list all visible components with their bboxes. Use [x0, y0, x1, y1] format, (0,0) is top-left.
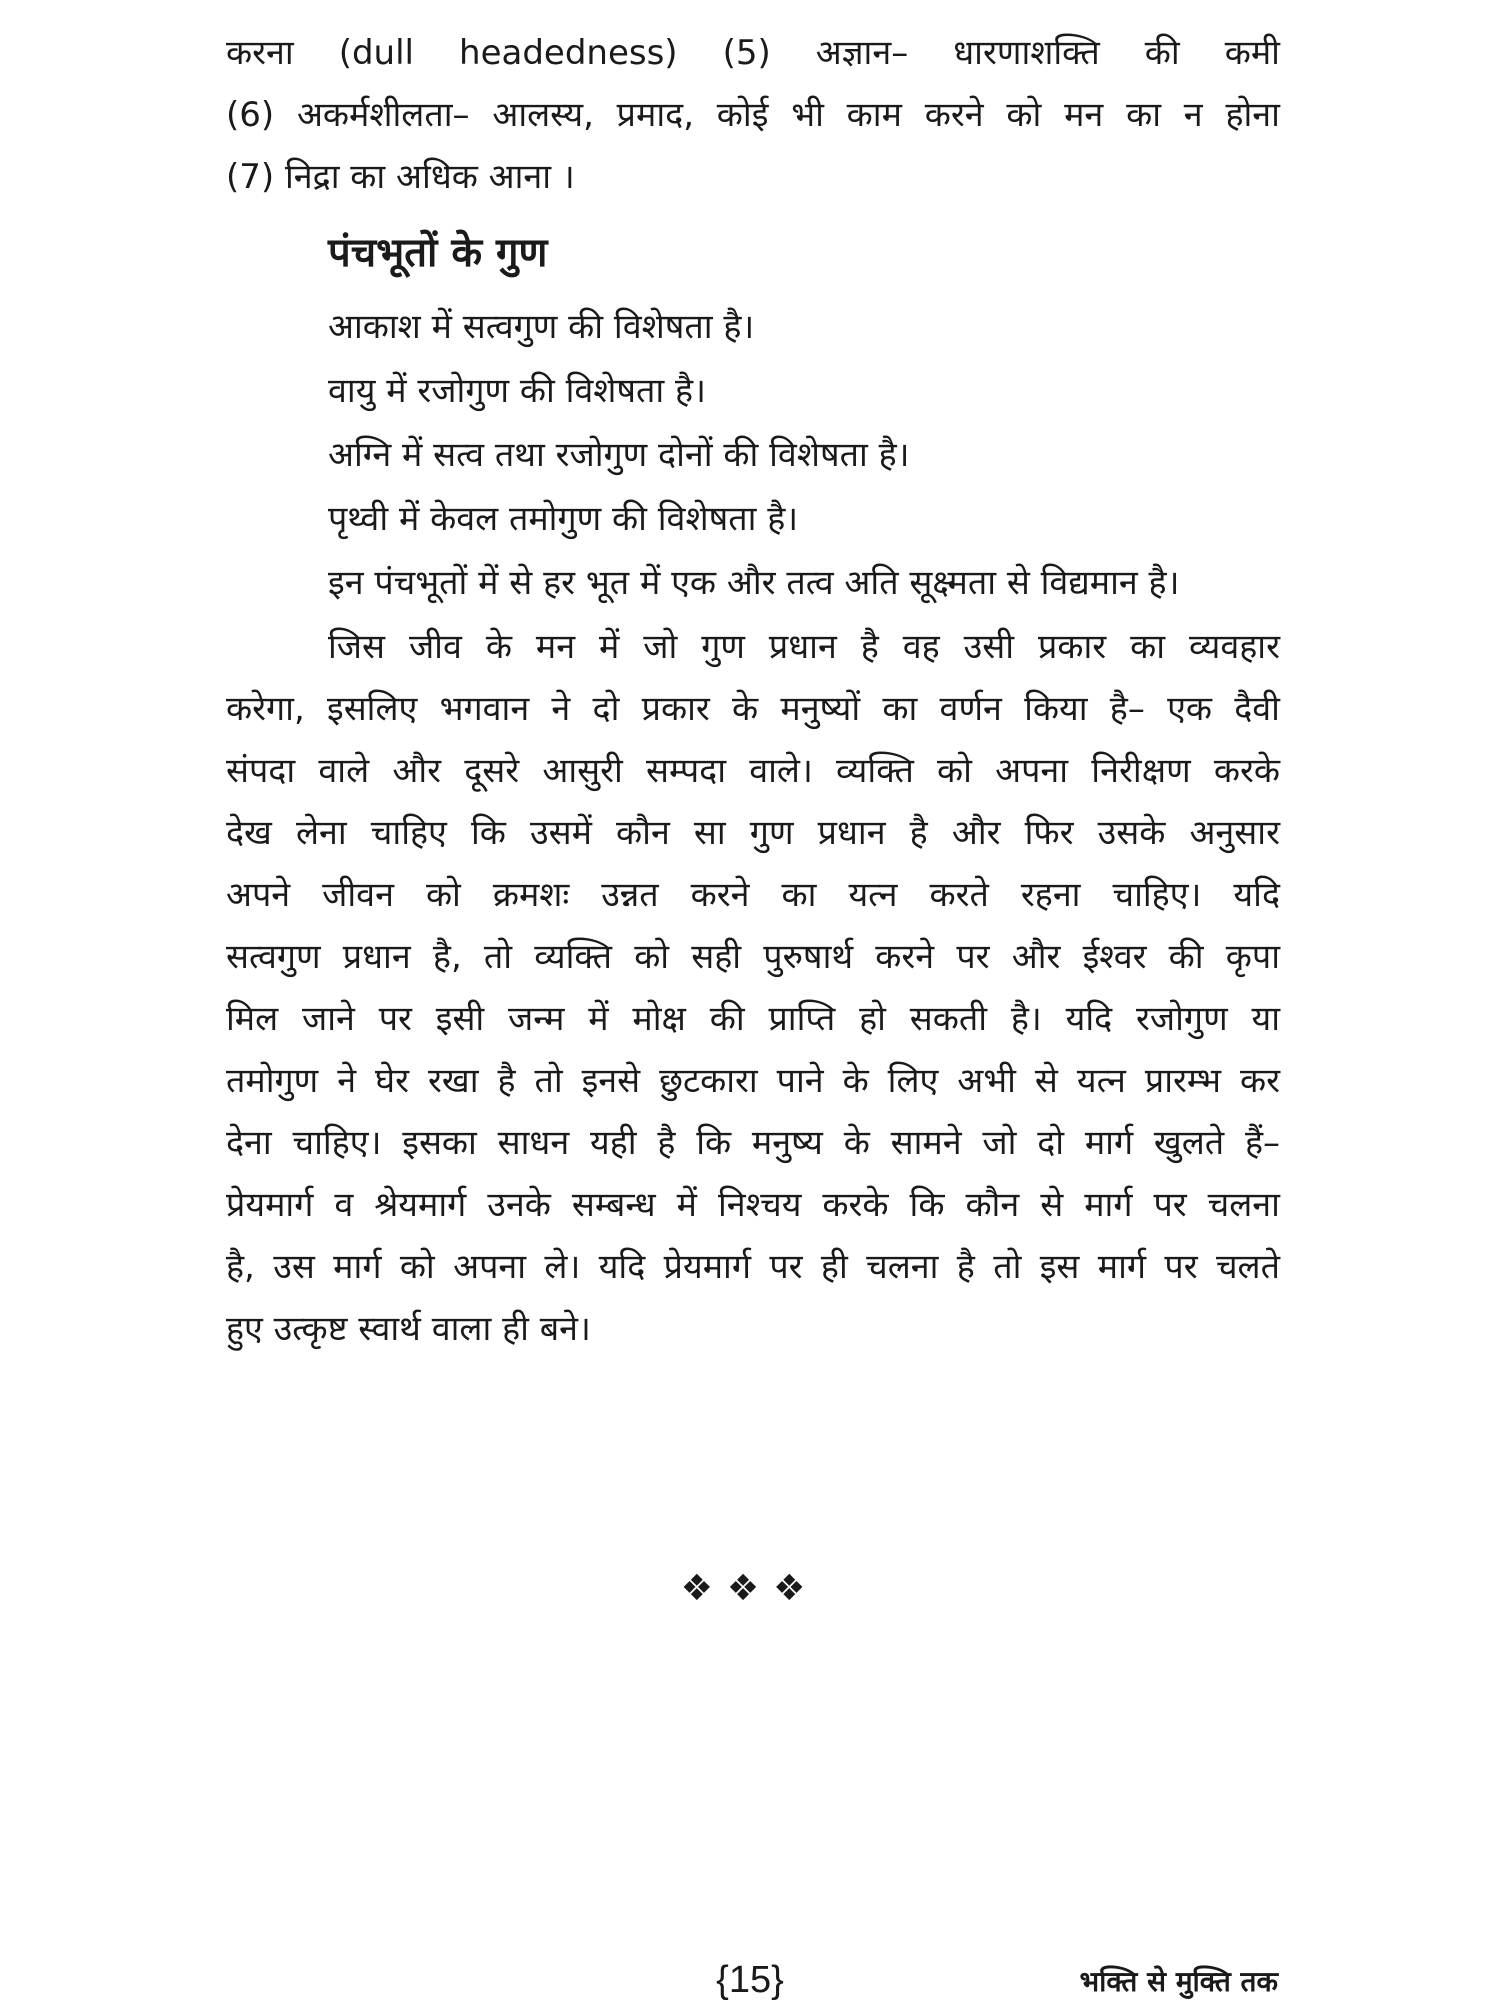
- intro-line: (7) निद्रा का अधिक आना ।: [226, 157, 575, 197]
- paragraph-line: देना चाहिए। इसका साधन यही है कि मनुष्य के सामने जो दो मार्ग खुलते हैं–: [226, 1123, 1280, 1163]
- statement-line: वायु में रजोगुण की विशेषता है।: [328, 371, 706, 411]
- statement-line: इन पंचभूतों में से हर भूत में एक और तत्व अति सूक्ष्मता से विद्यमान है।: [328, 563, 1180, 603]
- paragraph-line: हुए उत्कृष्ट स्वार्थ वाला ही बने।: [226, 1309, 591, 1349]
- page-number: {15}: [716, 1959, 784, 2001]
- statement-line: पृथ्वी में केवल तमोगुण की विशेषता है।: [328, 499, 799, 539]
- book-title: भक्ति से मुक्ति तक: [1079, 1965, 1278, 1998]
- intro-line: करना (dull headedness) (5) अज्ञान– धारणाशक्ति की कमी: [226, 33, 1280, 73]
- statement-line: अग्नि में सत्व तथा रजोगुण दोनों की विशेषता है।: [328, 435, 910, 475]
- paragraph-line: तमोगुण ने घेर रखा है तो इनसे छुटकारा पाने के लिए अभी से यत्न प्रारम्भ कर: [226, 1061, 1280, 1101]
- paragraph-line: है, उस मार्ग को अपना ले। यदि प्रेयमार्ग पर ही चलना है तो इस मार्ग पर चलते: [226, 1247, 1280, 1287]
- section-divider-ornament: ❖❖❖: [680, 1568, 820, 1609]
- paragraph-line: जिस जीव के मन में जो गुण प्रधान है वह उसी प्रकार का व्यवहार: [328, 627, 1280, 667]
- section-heading: पंचभूतों के गुण: [328, 230, 548, 276]
- paragraph-line: संपदा वाले और दूसरे आसुरी सम्पदा वाले। व्यक्ति को अपना निरीक्षण करके: [226, 751, 1280, 791]
- paragraph-line: मिल जाने पर इसी जन्म में मोक्ष की प्राप्ति हो सकती है। यदि रजोगुण या: [226, 999, 1280, 1039]
- paragraph-line: अपने जीवन को क्रमशः उन्नत करने का यत्न करते रहना चाहिए। यदि: [226, 875, 1280, 915]
- statement-line: आकाश में सत्वगुण की विशेषता है।: [328, 307, 755, 347]
- paragraph-line: देख लेना चाहिए कि उसमें कौन सा गुण प्रधान है और फिर उसके अनुसार: [226, 813, 1280, 853]
- paragraph-line: प्रेयमार्ग व श्रेयमार्ग उनके सम्बन्ध में निश्चय करके कि कौन से मार्ग पर चलना: [226, 1185, 1280, 1225]
- paragraph-line: सत्वगुण प्रधान है, तो व्यक्ति को सही पुरुषार्थ करने पर और ईश्वर की कृपा: [226, 937, 1280, 977]
- paragraph-line: करेगा, इसलिए भगवान ने दो प्रकार के मनुष्यों का वर्णन किया है– एक दैवी: [226, 689, 1280, 729]
- intro-line: (6) अकर्मशीलता– आलस्य, प्रमाद, कोई भी काम करने को मन का न होना: [226, 95, 1280, 135]
